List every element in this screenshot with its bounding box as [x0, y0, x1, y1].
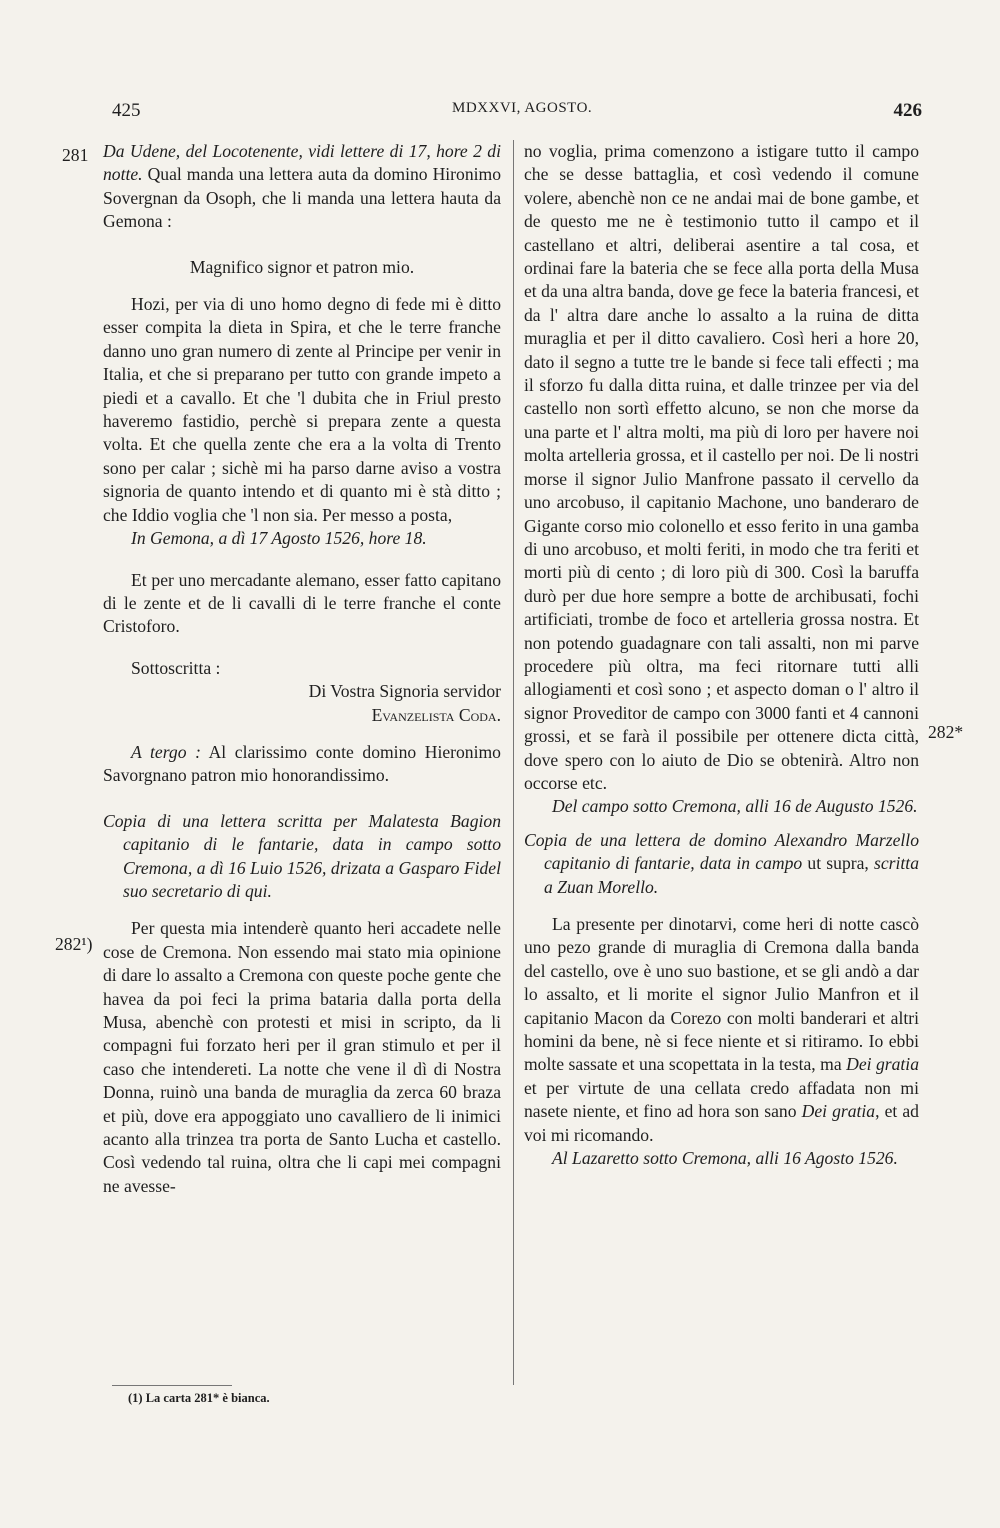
- letter-date: In Gemona, a dì 17 Agosto 1526, hore 18.: [131, 528, 427, 549]
- entry-intro: [103, 140, 501, 234]
- heading-part: scritta a Zuan Morello.: [544, 853, 919, 897]
- text-run: et per virtute de una cellata credo affadata non mi nasete niente, et fino ad hora son sano: [524, 1077, 919, 1122]
- salutation: Magnifico signor et patron mio.: [189, 256, 415, 277]
- address-note: [103, 741, 501, 788]
- right-column: [524, 140, 919, 1170]
- margin-number-282-right: 282*: [928, 722, 964, 742]
- postscript: Et per uno mercadante alemano, esser fatto capitano di le zente et de li cavalli di le terre franche el conte Cristoforo.: [103, 569, 501, 637]
- text-run: , et ad voi mi ricomando.: [524, 1101, 919, 1145]
- heading-part: Copia de una lettera de domino Alexandro Marzello capitanio di fantarie, data in campo: [524, 829, 919, 874]
- footnote: (1) La carta 281* è bianca.: [128, 1391, 270, 1405]
- tergo-label: A tergo :: [131, 741, 201, 762]
- tergo-text: Al clarissimo conte domino Hieronimo Savorgnano patron mio honorandissimo.: [103, 741, 501, 786]
- column-divider: [513, 140, 514, 1385]
- signature-line: Di Vostra Signoria servidor: [308, 681, 501, 702]
- text-run: Dei gratia: [846, 1054, 919, 1075]
- left-column: [103, 140, 501, 1198]
- signed-label: Sottoscritta :: [131, 657, 221, 678]
- letter-paragraph: [524, 913, 919, 1147]
- page-number-left: 425: [112, 100, 141, 121]
- entry-intro-text: Qual manda una lettera auta da domino Hironimo Sovergnan da Osoph, che li manda una lettera hauta da Gemona :: [103, 164, 501, 232]
- entry-heading: Da Udene, del Locotenente, vidi lettere di 17, hore 2 di notte.: [103, 141, 501, 185]
- margin-number-282-left: 282¹): [55, 934, 93, 954]
- letter-paragraph: Hozi, per via di uno homo degno di fede mi è ditto esser compita la dieta in Spira, et che le terre franche danno uno gran numero di zente al Principe per venir in Italia, et che si preparano per tutto con grande impeto a piedi et a cavallo. Et che 'l dubita che in Friul presto haveremo fastidio, perchè si prepara zente a questa volta. Et che quella zente che era a la volta di Trento sono per calar ; sichè mi ha parso darne aviso a vostra signoria de quanto intendo et di quanto mi è stà ditto ; che Iddio voglia che 'l non sia. Per messo a posta,: [103, 294, 501, 525]
- letter-heading: Copia di una lettera scritta per Malatesta Bagion capitanio di le fantarie, data in campo sotto Cremona, a dì 16 Luio 1526, drizata a Gasparo Fidel suo secretario di qui.: [103, 810, 501, 901]
- text-run: Dei gratia: [801, 1101, 876, 1122]
- letter-date: Del campo sotto Cremona, alli 16 de Augusto 1526.: [552, 796, 918, 817]
- letter-paragraph: Per questa mia intenderè quanto heri accadete nelle cose de Cremona. Non essendo mai stato mia opinione di dare lo assalto a Cremona con queste poche gente che havea da poi feci la prima bataria dalla porta della Musa, abenchè con protesti et misi in scripto, da li compagni fui forzato heri per il gran stimulo et per il caso che intendereti. La notte che vene il dì di Nostra Donna, ruinò una banda de muraglia da zerca 60 braza et più, dove era appoggiato uno cavalliero de li inimici acanto alla trinzea tra porta de Santo Lucha et castello. Così vedendo tal ruina, oltra che li capi mei compagni ne avesse-: [103, 918, 501, 1196]
- heading-part: ut supra,: [802, 853, 875, 874]
- letter-date: Al Lazaretto sotto Cremona, alli 16 Agosto 1526.: [552, 1148, 898, 1169]
- signature-name: Evanzelista Coda.: [371, 704, 501, 725]
- letter-paragraph: no voglia, prima comenzono a istigare tutto il campo che se desse battaglia, et così vedendo il comune volere, abenchè non ce ne andai mai de bone gambe, et de questo me ne è testimonio tutto il campo et il castellano et altri, deliberai asentire a tal cosa, et ordinai fare la bateria che se fece alla porta della Musa et da una altra banda, dove ge fece la bateria francesi, et da l' altra dare anche lo assalto a la ruina de ditta muraglia et per il ditto cavaliero. Così heri a hore 20, dato il segno a tutte tre le bande si fece tali effecti ; ma il sforzo fu dalla ditta ruina, et dalle trinzee per via del castello non sortì effetto alcuno, se non che morse da una parte et l' altra molti, ma più di loro per havere noi molta artelleria grossa, et il castello per noi. De li nostri morse il signor Julio Manfrone passato il cervello da uno arcobuso, il capitanio Machone, uno banderaro de Gigante corso mio colonello et esso ferito in una gamba di uno arcobuso, et molti feriti, in modo che tra feriti et morti più di cento ; di loro più di 300. Così la baruffa durò per due hore sempre a botte de archibusati, fochi artificiati, trombe de foco et artelleria grossa nostra. Et non potendo guadagnare con tali assalti, non mi parve procedere più oltra, ma feci ritornare tutti alli allogiamenti et così sono ; et aspecto doman o l' altro il signor Proveditor de campo con 3000 fanti et 4 cannoni grossi, et se farà il possibile per ottenere dicta città, dove spero con lo aiuto de Dio se obtenirà. Altro non occorse etc.: [524, 141, 919, 793]
- footnote-rule: [112, 1385, 232, 1386]
- margin-number-281: 281: [62, 145, 89, 165]
- page-number-right: 426: [893, 100, 922, 121]
- text-run: La presente per dinotarvi, come heri di notte cascò uno pezo grande di muraglia di Cremona dalla banda del castello, ove è uno suo bastione, et se gli andò a dar lo assalto, et li morite el signor Julio Manfron et il capitanio Macon da Corezo con molti banderari et altri homini da bene, nè si fece niente et si ritiramo. Io ebbi molte sassate et una scopettata in la testa, ma: [524, 914, 919, 1075]
- letter-heading: [524, 829, 919, 899]
- running-title: MDXXVI, AGOSTO.: [452, 100, 593, 116]
